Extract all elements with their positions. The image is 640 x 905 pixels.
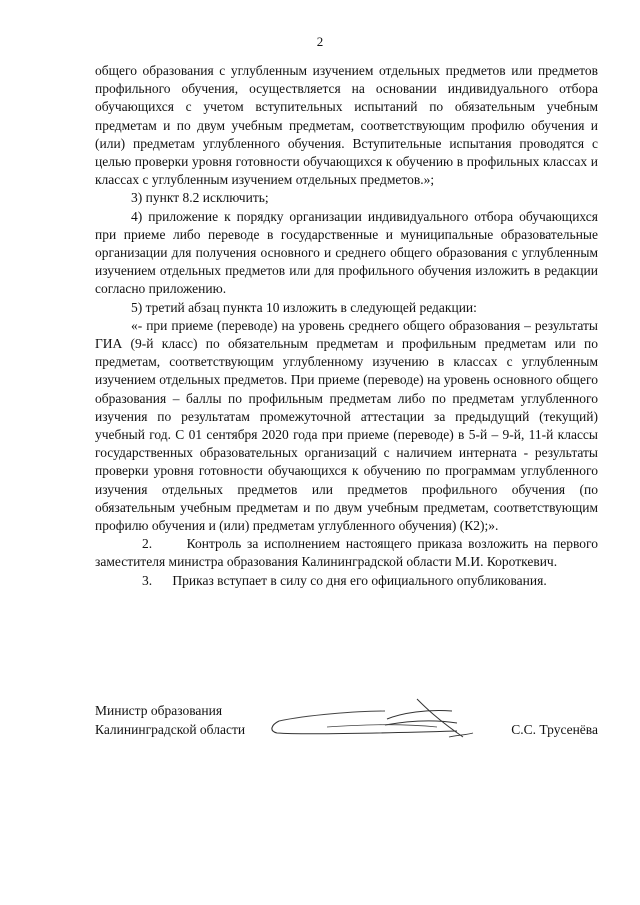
- paragraph-clause-2: 2. Контроль за исполнением настоящего приказа возложить на первого заместителя министра образования Калининградской области М.И. Короткевич.: [95, 536, 598, 570]
- paragraph-clause-3: 3. Приказ вступает в силу со дня его официального опубликования.: [142, 572, 547, 588]
- handwritten-signature: [267, 697, 482, 747]
- signatory-name: С.С. Трусенёва: [511, 722, 598, 737]
- paragraph-item-4: 4) приложение к порядку организации индивидуального отбора обучающихся при приеме либо переводе в государственные и муниципальные образовательные организации для получения основного и среднего общего образования с углубленным изучением отдельных предметов или для профильного обучения изложить в редакции согласно приложению.: [95, 208, 598, 297]
- page-number: 2: [316, 34, 324, 49]
- signatory-title-line-2: Калининградской области: [95, 722, 246, 737]
- paragraph-quote: «- при приеме (переводе) на уровень среднего общего образования – результаты ГИА (9-й класс) по обязательным предметам и профильным предметам или по предметам, соответствующим углубленному изучению в классах с углубленным изучением отдельных предметов. При приеме (переводе) на уровень основного общего образования – баллы по профильным предметам либо по предметам углубленного изучения по результатам промежуточной аттестации за предыдущий (текущий) учебный год. С 01 сентября 2020 года при приеме (переводе) в 5-й – 9-й, 11-й классы государственных образовательных организаций с наличием интерната - результаты проверки уровня готовности обучающихся к обучению по программам углубленного изучения отдельных предметов или предметов профильного обучения (по обязательным учебным предметам и по двум учебным предметам, соответствующим профилю обучения и (или) предметам углубленного обучения) (К2);».: [95, 317, 598, 534]
- paragraph-continuation: общего образования с углубленным изучением отдельных предметов или предметов профильного обучения, осуществляется на основании индивидуального отбора обучающихся с учетом вступительных испытаний по обязательным учебным предметам и по двум учебным предметам, соответствующим профилю обучения и (или) предметам углубленного обучения. Вступительные испытания проводятся с целью проверки уровня готовности обучающихся к обучению в профильных классах и классах с углубленным изучением отдельных предметов.»;: [95, 63, 598, 188]
- paragraph-item-3: 3) пункт 8.2 исключить;: [131, 190, 269, 206]
- document-body: [95, 62, 598, 590]
- signature-block: [95, 701, 598, 739]
- signatory-title-line-1: Министр образования: [95, 703, 223, 718]
- paragraph-item-5: 5) третий абзац пункта 10 изложить в следующей редакции:: [131, 299, 477, 315]
